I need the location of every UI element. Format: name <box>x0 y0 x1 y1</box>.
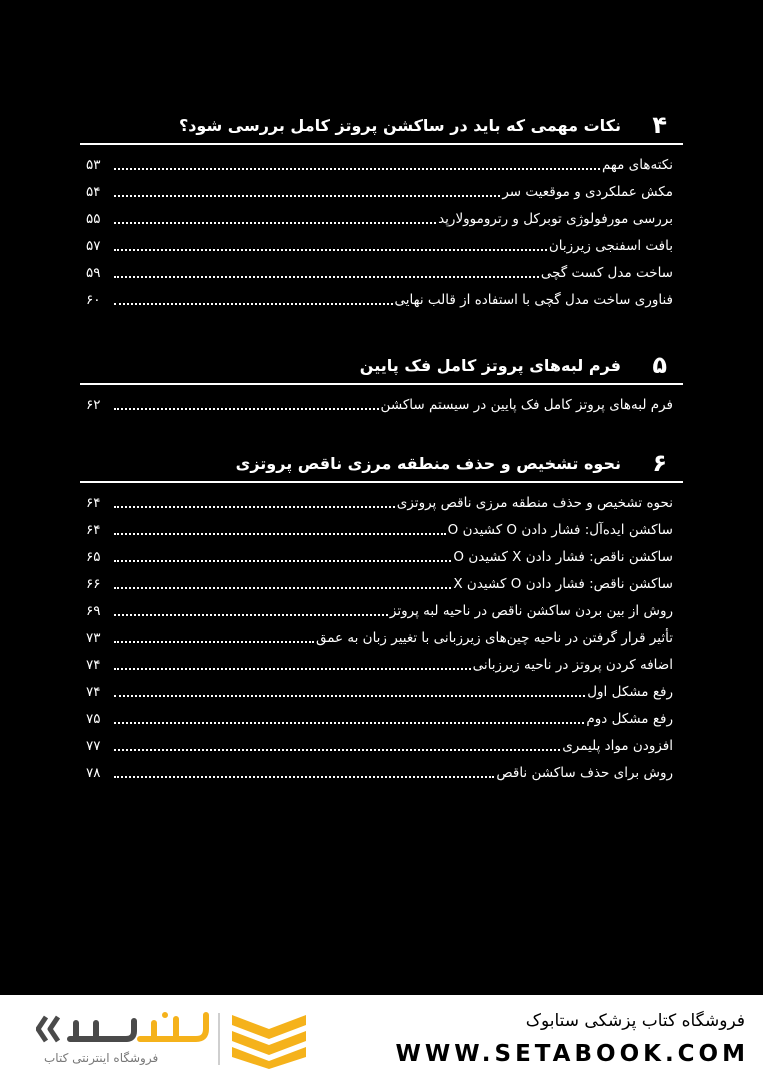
section-title: نحوه تشخیص و حذف منطقه مرزی ناقص پروتزی <box>235 454 621 473</box>
toc-section-6 <box>80 448 683 783</box>
logo-divider <box>218 1013 220 1065</box>
dot-leader <box>114 408 379 410</box>
toc-entry[interactable] <box>80 283 683 310</box>
toc-entry-title: بررسی مورفولوژی توبرکل و رتروموولارپد <box>438 211 673 227</box>
toc-entry-page: ۵۴ <box>86 184 101 200</box>
toc-entry-page: ۶۹ <box>86 603 101 619</box>
toc-entry-title: روش از بین بردن ساکشن ناقص در ناحیه لبه پروتز <box>389 603 673 619</box>
dot-leader <box>114 222 436 224</box>
toc-entry-title: اضافه کردن پروتز در ناحیه زیرزبانی <box>472 657 673 673</box>
section-rule <box>80 143 683 145</box>
toc-entry[interactable] <box>80 202 683 229</box>
toc-section-5 <box>80 350 683 415</box>
dot-leader <box>114 249 547 251</box>
dot-leader <box>114 695 585 697</box>
stacked-chevrons-icon <box>226 1009 312 1069</box>
toc-entry-title: فرم لبه‌های پروتز کامل فک پایین در سیستم ساکشن <box>380 397 673 413</box>
toc-entry[interactable] <box>80 256 683 283</box>
section-header <box>80 110 683 148</box>
toc-entries <box>80 486 683 783</box>
toc-entry-page: ۷۵ <box>86 711 101 727</box>
toc-entry-title: رفع مشکل دوم <box>586 711 673 727</box>
toc-entry[interactable] <box>80 648 683 675</box>
dot-leader <box>114 776 494 778</box>
toc-entry-page: ۶۴ <box>86 495 101 511</box>
toc-entry-page: ۶۴ <box>86 522 101 538</box>
toc-entry[interactable] <box>80 513 683 540</box>
toc-entry-page: ۷۴ <box>86 684 101 700</box>
toc-entry-title: مکش عملکردی و موقعیت سر <box>502 184 673 200</box>
toc-entry-page: ۷۴ <box>86 657 101 673</box>
section-title: فرم لبه‌های پروتز کامل فک پایین <box>359 356 621 375</box>
toc-entry[interactable] <box>80 702 683 729</box>
dot-leader <box>114 560 451 562</box>
toc-entry-title: ساخت مدل کست گچی <box>540 265 673 281</box>
toc-entry[interactable] <box>80 229 683 256</box>
toc-entry-title: نکته‌های مهم <box>601 157 673 173</box>
section-header <box>80 448 683 486</box>
toc-entries <box>80 148 683 310</box>
toc-entry[interactable] <box>80 567 683 594</box>
section-title: نکات مهمی که باید در ساکشن پروتز کامل بررسی شود؟ <box>178 116 621 135</box>
toc-entry[interactable] <box>80 486 683 513</box>
toc-entry-title: بافت اسفنجی زیرزبان <box>548 238 673 254</box>
store-url-link[interactable]: WWW.SETABOOK.COM <box>395 1041 749 1067</box>
toc-entry-page: ۷۸ <box>86 765 101 781</box>
toc-entry-title: ساکشن ناقص: فشار دادن X کشیدن O <box>453 549 673 565</box>
toc-entry[interactable] <box>80 756 683 783</box>
toc-entry-title: روش برای حذف ساکشن ناقص <box>496 765 673 781</box>
toc-entry[interactable] <box>80 175 683 202</box>
section-rule <box>80 481 683 483</box>
dot-leader <box>114 303 393 305</box>
toc-entry-page: ۶۰ <box>86 292 101 308</box>
toc-entry[interactable] <box>80 388 683 415</box>
seta-book-wordmark <box>36 1009 216 1049</box>
toc-entry-title: رفع مشکل اول <box>587 684 673 700</box>
toc-entry-page: ۶۲ <box>86 397 101 413</box>
toc-entry-title: فناوری ساخت مدل گچی با استفاده از قالب نهایی <box>394 292 673 308</box>
toc-entry[interactable] <box>80 621 683 648</box>
dot-leader <box>114 195 500 197</box>
toc-section-4 <box>80 110 683 310</box>
dot-leader <box>114 668 471 670</box>
dot-leader <box>114 587 451 589</box>
section-number: ۴ <box>652 111 667 139</box>
toc-entry-page: ۶۵ <box>86 549 101 565</box>
toc-entry-title: افزودن مواد پلیمری <box>562 738 673 754</box>
toc-entry-page: ۶۶ <box>86 576 101 592</box>
store-footer <box>0 995 763 1080</box>
toc-entry-title: ساکشن ناقص: فشار دادن O کشیدن X <box>453 576 673 592</box>
toc-entry[interactable] <box>80 675 683 702</box>
section-number: ۶ <box>652 449 667 477</box>
section-rule <box>80 383 683 385</box>
toc-entries <box>80 388 683 415</box>
dot-leader <box>114 722 584 724</box>
toc-entry[interactable] <box>80 540 683 567</box>
store-logo[interactable] <box>18 1005 318 1073</box>
toc-entry-title: نحوه تشخیص و حذف منطقه مرزی ناقص پروتزی <box>396 495 673 511</box>
toc-entry-title: تأثیر قرار گرفتن در ناحیه چین‌های زیرزبانی با تغییر زبان به عمق <box>315 630 673 646</box>
toc-entry-page: ۷۳ <box>86 630 101 646</box>
toc-entry[interactable] <box>80 594 683 621</box>
dot-leader <box>114 533 446 535</box>
logo-subtitle: فروشگاه اینترنتی کتاب <box>44 1051 159 1065</box>
toc-entry-page: ۵۹ <box>86 265 101 281</box>
toc-entry[interactable] <box>80 148 683 175</box>
toc-entry[interactable] <box>80 729 683 756</box>
store-name: فروشگاه کتاب پزشکی ستابوک <box>525 1011 745 1031</box>
toc-entry-page: ۵۷ <box>86 238 101 254</box>
toc-entry-page: ۵۳ <box>86 157 101 173</box>
toc-entry-page: ۵۵ <box>86 211 101 227</box>
dot-leader <box>114 641 314 643</box>
toc-entry-title: ساکشن ایده‌آل: فشار دادن O کشیدن O <box>447 522 673 538</box>
dot-leader <box>114 168 600 170</box>
dot-leader <box>114 614 388 616</box>
dot-leader <box>114 749 560 751</box>
section-header <box>80 350 683 388</box>
toc-entry-page: ۷۷ <box>86 738 101 754</box>
dot-leader <box>114 506 395 508</box>
section-number: ۵ <box>652 351 667 379</box>
dot-leader <box>114 276 539 278</box>
